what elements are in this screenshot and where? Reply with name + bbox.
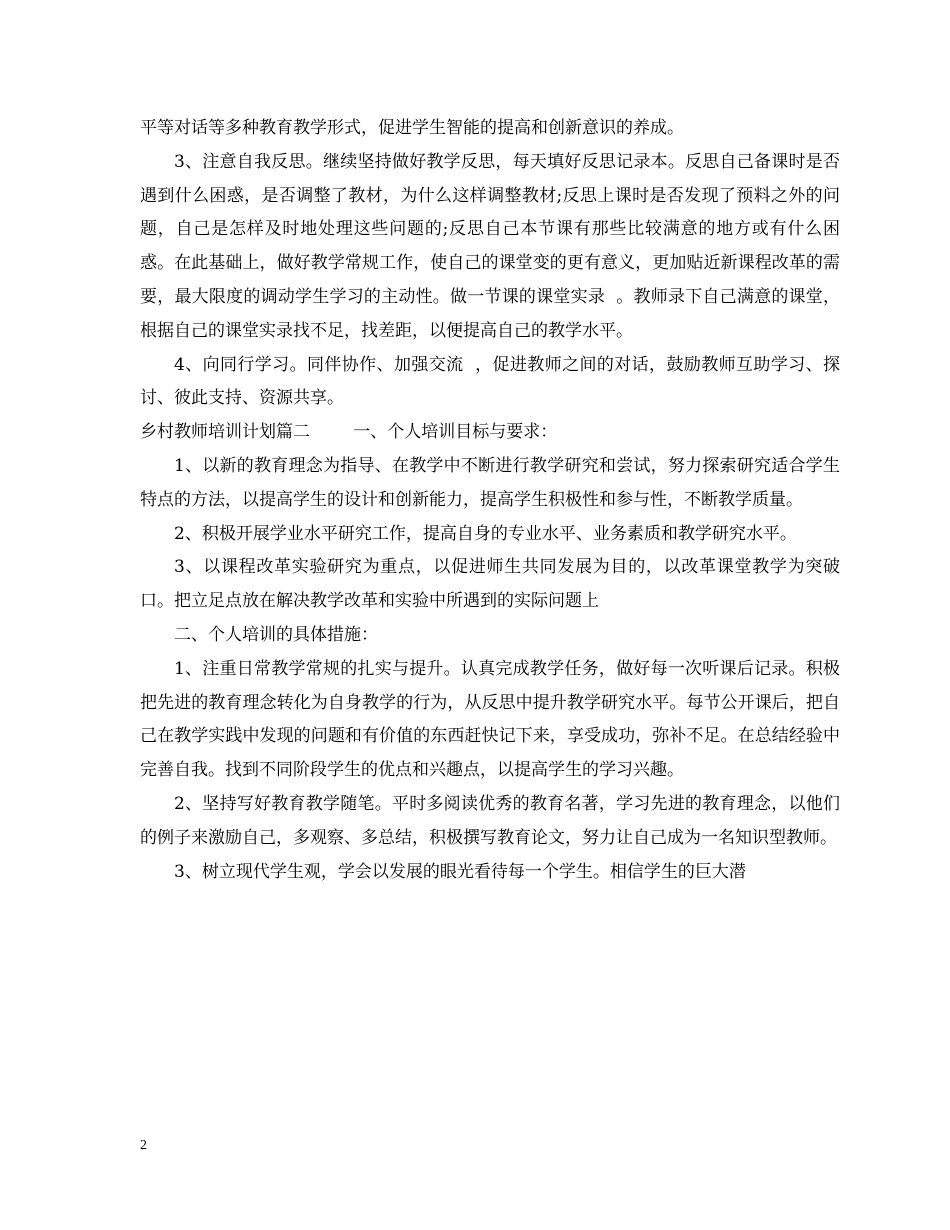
- body-text: [140, 112, 840, 889]
- paragraph: 3、以课程改革实验研究为重点，以促进师生共同发展为目的，以改革课堂教学为突破口。把立足点放在解决教学改革和实验中所遇到的实际问题上: [140, 557, 840, 612]
- paragraph: 1、注重日常教学常规的扎实与提升。认真完成教学任务，做好每一次听课后记录。积极把先进的教育理念转化为自身教学的行为，从反思中提升教学研究水平。每节公开课后，把自己在教学实践中发现的问题和有价值的东西赶快记下来，享受成功，弥补不足。在总结经验中完善自我。找到不同阶段学生的优点和兴趣点，以提高学生的学习兴趣。: [140, 658, 840, 781]
- paragraph: 二、个人培训的具体措施：: [174, 624, 378, 645]
- page-number: 2: [140, 1138, 147, 1153]
- paragraph: 4、向同行学习。同伴协作、加强交流 ，促进教师之间的对话，鼓励教师互助学习、探讨、彼此支持、资源共享。: [140, 354, 840, 409]
- paragraph: 3、树立现代学生观，学会以发展的眼光看待每一个学生。相信学生的巨大潜: [174, 861, 746, 882]
- paragraph: 平等对话等多种教育教学形式，促进学生智能的提高和创新意识的养成。: [140, 118, 684, 138]
- paragraph: 2、坚持写好教育教学随笔。平时多阅读优秀的教育名著，学习先进的教育理念，以他们的例子来激励自己，多观察、多总结，积极撰写教育论文，努力让自己成为一名知识型教师。: [140, 793, 840, 848]
- paragraph: 2、积极开展学业水平研究工作，提高自身的专业水平、业务素质和教学研究水平。: [174, 523, 797, 544]
- paragraph: 1、以新的教育理念为指导、在教学中不断进行教学研究和尝试，努力探索研究适合学生特点的方法，以提高学生的设计和创新能力，提高学生积极性和参与性，不断教学质量。: [140, 455, 840, 510]
- paragraph: 乡村教师培训计划篇二 一、个人培训目标与要求：: [140, 422, 558, 443]
- paragraph: 3、注意自我反思。继续坚持做好教学反思，每天填好反思记录本。反思自己备课时是否遇到什么困惑，是否调整了教材，为什么这样调整教材;反思上课时是否发现了预料之外的问题，自己是怎样及时地处理这些问题的;反思自己本节课有那些比较满意的地方或有什么困惑。在此基础上，做好教学常规工作，使自己的课堂变的更有意义，更加贴近新课程改革的需要，最大限度的调动学生学习的主动性。做一节课的课堂实录 。教师录下自己满意的课堂，根据自己的课堂实录找不足，找差距，以便提高自己的教学水平。: [140, 151, 840, 341]
